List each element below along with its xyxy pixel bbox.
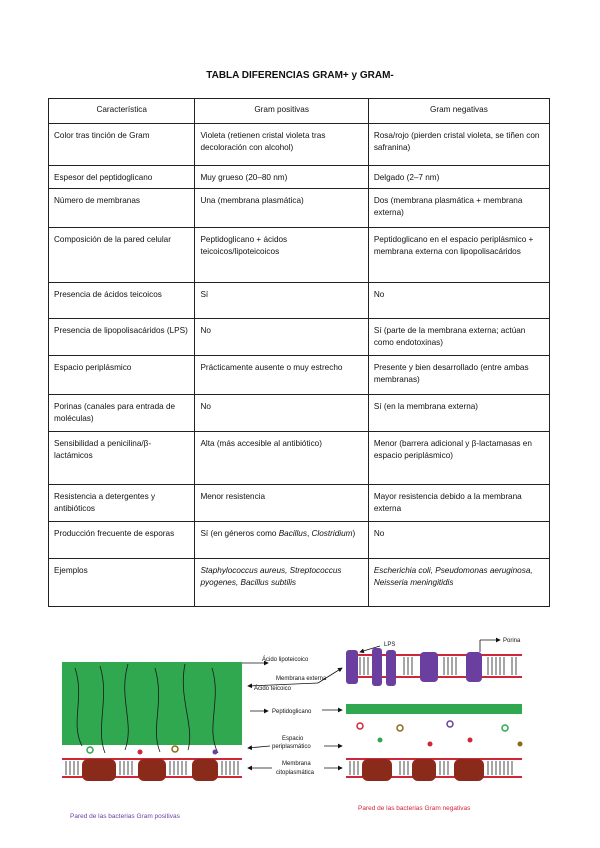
row-gram-positive: Alta (más accesible al antibiótico) <box>195 432 368 485</box>
label-peptidoglicano: Peptidoglicano <box>272 709 312 715</box>
header-caracteristica: Característica <box>49 99 195 124</box>
row-gram-negative: Menor (barrera adicional y β-lactamasas en espacio periplásmico) <box>368 432 549 485</box>
table-row <box>49 559 550 607</box>
row-gram-negative: Sí (en la membrana externa) <box>368 395 549 432</box>
table-row <box>49 166 550 189</box>
table-row <box>49 124 550 166</box>
periplasm-particles-neg <box>357 721 523 747</box>
row-characteristic: Porinas (canales para entrada de moléculas) <box>49 395 195 432</box>
table-row <box>49 522 550 559</box>
label-citoplasmatica: citoplasmática <box>276 770 315 776</box>
row-gram-negative: Presente y bien desarrollado (entre ambas membranas) <box>368 356 549 395</box>
membrane-proteins <box>82 759 218 781</box>
row-gram-positive: Violeta (retienen cristal violeta tras decoloración con alcohol) <box>195 124 368 166</box>
gram-positive-wall <box>62 662 242 781</box>
table-row <box>49 485 550 522</box>
row-characteristic: Espesor del peptidoglicano <box>49 166 195 189</box>
row-gram-negative: Sí (parte de la membrana externa; actúan como endotoxinas) <box>368 319 549 356</box>
row-characteristic: Espacio periplásmico <box>49 356 195 395</box>
table-row <box>49 395 550 432</box>
row-characteristic: Sensibilidad a penicilina/β-lactámicos <box>49 432 195 485</box>
row-gram-positive: Una (membrana plasmática) <box>195 189 368 228</box>
peptidoglycan-thin-layer <box>346 704 522 714</box>
text-sep: , <box>306 529 312 538</box>
page-title: TABLA DIFERENCIAS GRAM+ y GRAM- <box>206 70 394 81</box>
table-row <box>49 189 550 228</box>
row-characteristic: Número de membranas <box>49 189 195 228</box>
text-pre: Sí (en géneros como <box>200 529 279 538</box>
row-gram-positive <box>195 522 368 559</box>
label-membrana-externa: Membrana externa <box>276 676 327 682</box>
lps-molecules <box>346 648 396 686</box>
row-gram-negative: No <box>368 283 549 319</box>
table-row <box>49 319 550 356</box>
row-gram-positive: No <box>195 319 368 356</box>
table-row <box>49 432 550 485</box>
row-gram-negative: Dos (membrana plasmática + membrana externa) <box>368 189 549 228</box>
table-row <box>49 283 550 319</box>
row-gram-positive: Sí <box>195 283 368 319</box>
row-characteristic: Presencia de ácidos teicoicos <box>49 283 195 319</box>
table-row <box>49 228 550 283</box>
inner-membrane-proteins <box>362 759 484 781</box>
row-gram-positive: No <box>195 395 368 432</box>
comparison-table <box>48 98 550 607</box>
row-gram-negative: Delgado (2–7 nm) <box>368 166 549 189</box>
genus-clostridium: Clostridium <box>311 529 353 538</box>
label-porina: Porina <box>503 638 521 644</box>
caption-gram-negative: Pared de las bacterias Gram negativas <box>358 805 471 812</box>
row-gram-positive: Menor resistencia <box>195 485 368 522</box>
genus-bacillus: Bacillus <box>278 529 307 538</box>
row-gram-positive: Muy grueso (20–80 nm) <box>195 166 368 189</box>
row-characteristic: Ejemplos <box>49 559 195 607</box>
table-row <box>49 356 550 395</box>
periplasm-particles <box>87 746 218 755</box>
row-gram-negative: No <box>368 522 549 559</box>
text-post: ) <box>352 529 356 538</box>
label-acido-lipoteicoico: Ácido lipoteicoico <box>262 657 309 663</box>
row-gram-positive: Peptidoglicano + ácidos teicoicos/lipoteicoicos <box>195 228 368 283</box>
table-header-row <box>49 99 550 124</box>
row-characteristic: Resistencia a detergentes y antibióticos <box>49 485 195 522</box>
row-gram-negative: Rosa/rojo (pierden cristal violeta, se tiñen con safranina) <box>368 124 549 166</box>
label-lps: LPS <box>384 642 396 648</box>
row-gram-negative: Mayor resistencia debido a la membrana externa <box>368 485 549 522</box>
row-gram-positive: Prácticamente ausente o muy estrecho <box>195 356 368 395</box>
header-gram-positivas: Gram positivas <box>195 99 368 124</box>
row-characteristic: Composición de la pared celular <box>49 228 195 283</box>
label-acido-teicoico: Ácido teicoico <box>254 686 292 692</box>
row-gram-negative: Escherichia coli, Pseudomonas aeruginosa, Neisseria meningitidis <box>368 559 549 607</box>
row-characteristic: Color tras tinción de Gram <box>49 124 195 166</box>
label-membrana: Membrana <box>282 761 311 767</box>
caption-gram-positive: Pared de las bacterias Gram positivas <box>70 813 180 820</box>
cell-wall-diagram <box>0 628 600 848</box>
label-periplasmatico: periplasmático <box>272 744 311 750</box>
row-gram-negative: Peptidoglicano en el espacio periplásmico + membrana externa con lipopolisacáridos <box>368 228 549 283</box>
label-espacio: Espacio <box>282 736 304 742</box>
gram-negative-wall <box>346 648 523 781</box>
row-characteristic: Presencia de lipopolisacáridos (LPS) <box>49 319 195 356</box>
header-gram-negativas: Gram negativas <box>368 99 549 124</box>
row-gram-positive: Staphylococcus aureus, Streptococcus pyogenes, Bacillus subtilis <box>195 559 368 607</box>
row-characteristic: Producción frecuente de esporas <box>49 522 195 559</box>
